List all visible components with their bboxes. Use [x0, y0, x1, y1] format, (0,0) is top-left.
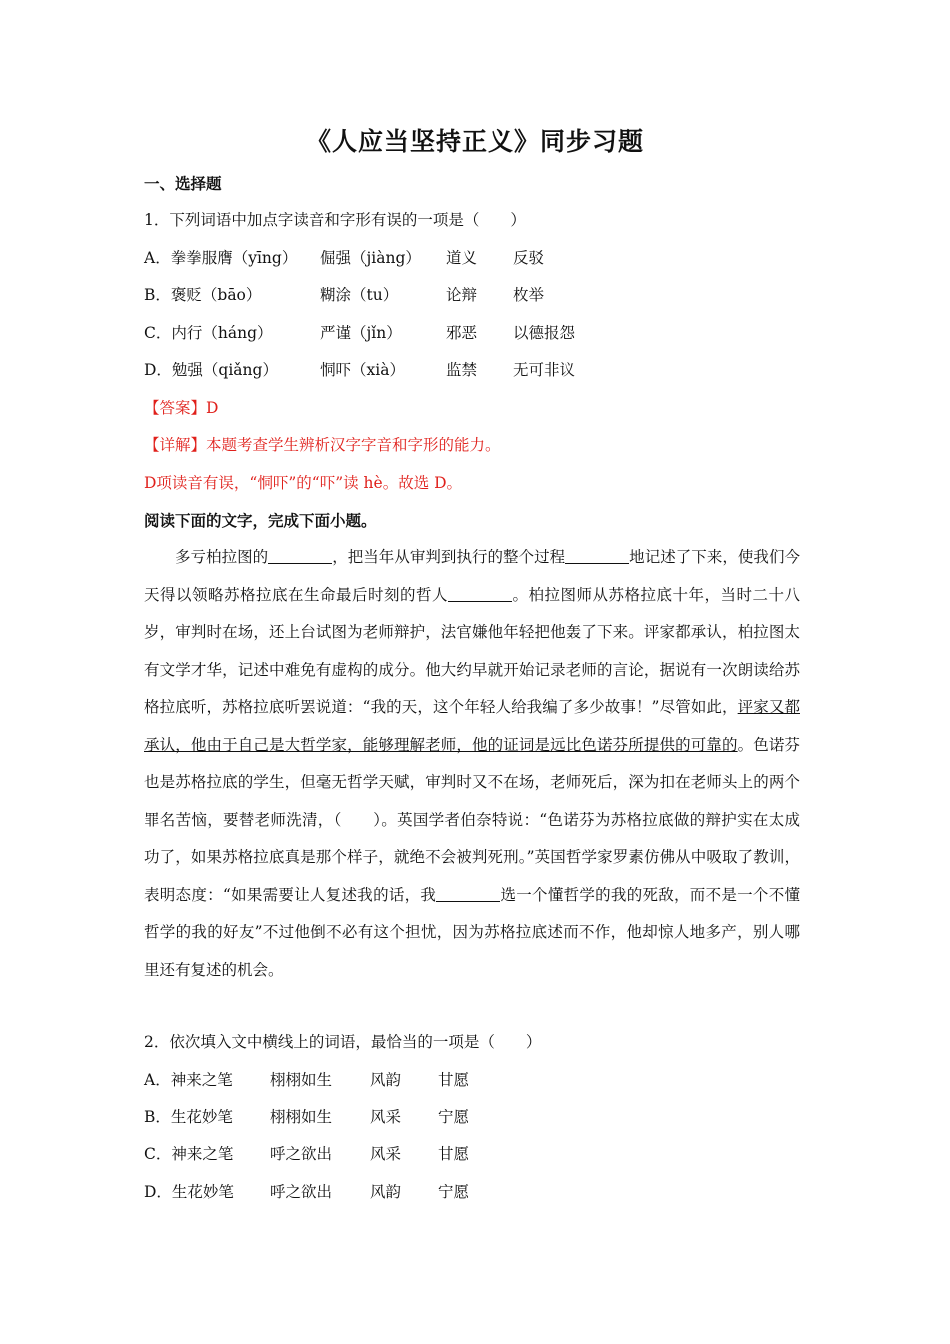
q1-option-d: D．勉强（qiǎng） 恫吓（xià） 监禁 无可非议: [144, 361, 576, 379]
section-heading: 一、选择题: [144, 175, 222, 193]
q2-option-d: D．生花妙笔 呼之欲出 风韵 宁愿: [144, 1183, 470, 1201]
explanation-detail: D项读音有误，“恫吓”的“吓”读 hè。故选 D。: [144, 474, 463, 492]
question-2-stem: 2．依次填入文中横线上的词语，最恰当的一项是（ ）: [144, 1033, 542, 1051]
reading-passage: 多亏柏拉图的 ，把当年从审判到执行的整个过程 地记述了下来，使我们今天得以领略苏格拉底在生命最后时刻的哲人 。柏拉图师从苏格拉底十年，当时二十八岁，审判时在场，还上台试图为老师辩护，法官嫌他年轻把他轰了下来。评家都承认，柏拉图太有文学才华，记述中难免有虚构的成分。他大约早就开始记录老师的言论，据说有一次朗读给苏格拉底听，苏格拉底听罢说道：“我的天，这个年轻人给我编了多少故事！”尽管如此，评家又都承认，他由于自己是大哲学家，能够理解老师，他的证词是远比色诺芬所提供的可靠的。色诺芬也是苏格拉底的学生，但毫无哲学天赋，审判时又不在场，老师死后，深为扣在老师头上的两个罪名苦恼，要替老师洗清，（ ）。英国学者伯奈特说：“色诺芬为苏格拉底做的辩护实在太成功了，如果苏格拉底真是那个样子，就绝不会被判死刑。”英国哲学家罗素仿佛从中吸取了教训，表明态度：“如果需要让人复述我的话，我 选一个懂哲学的我的死敌，而不是一个不懂哲学的我的好友”不过他倒不必有这个担忧，因为苏格拉底述而不作，他却惊人地多产，别人哪里还有复述的机会。: [144, 548, 800, 979]
q2-option-b: B．生花妙笔 栩栩如生 风采 宁愿: [144, 1108, 470, 1126]
reading-heading: 阅读下面的文字，完成下面小题。: [144, 512, 377, 530]
document-title: 《人应当坚持正义》同步习题: [305, 127, 644, 156]
question-1-stem: 1．下列词语中加点字读音和字形有误的一项是（ ）: [144, 211, 526, 229]
q1-option-c: C．内行（háng） 严谨（jǐn） 邪恶 以德报怨: [144, 324, 576, 342]
answer: 【答案】D: [144, 399, 219, 417]
underlined-sentence: 评家又都承认，他由于自己是大哲学家，能够理解老师，他的证词是远比色诺芬所提供的可靠的: [144, 698, 800, 754]
blank-2: [565, 546, 629, 564]
q1-option-b: B．褒贬（bāo） 糊涂（tu） 论辩 枚举: [144, 286, 545, 304]
blank-1: [268, 546, 332, 564]
blank-4: [436, 884, 500, 902]
blank-3: [448, 584, 512, 602]
q2-option-c: C．神来之笔 呼之欲出 风采 甘愿: [144, 1145, 470, 1163]
q2-option-a: A．神来之笔 栩栩如生 风韵 甘愿: [144, 1071, 470, 1089]
q1-option-a: A．拳拳服膺（yīng） 倔强（jiàng） 道义 反驳: [144, 249, 545, 267]
explanation: 【详解】本题考查学生辨析汉字字音和字形的能力。: [144, 436, 501, 454]
